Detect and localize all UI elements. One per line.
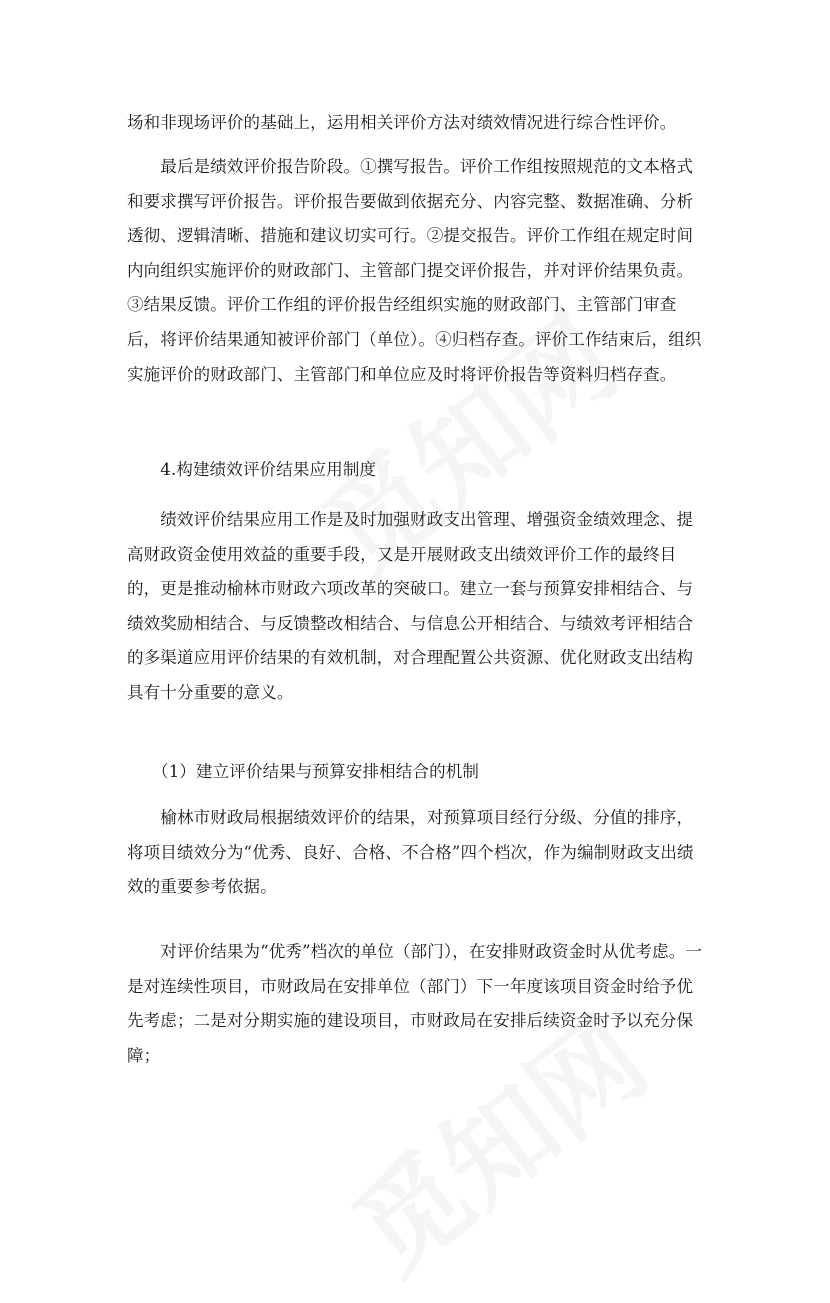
- paragraph-result-application: 绩效评价结果应用工作是及时加强财政支出管理、增强资金绩效理念、提高财政资金使用效益的重要手段，又是开展财政支出绩效评价工作的最终目的，更是推动榆林市财政六项改革的突破口。建立一套与预算安排相结合、与绩效奖励相结合、与反馈整改相结合、与信息公开相结合、与绩效考评相结合的多渠道应用评价结果的有效机制，对合理配置公共资源、优化财政支出结构具有十分重要的意义。: [127, 510, 694, 702]
- subsection-heading-budget-mechanism: （1）建立评价结果与预算安排相结合的机制: [127, 762, 480, 781]
- section-heading-result-application: 4.构建绩效评价结果应用制度: [127, 460, 377, 479]
- paragraph-report-stage: 最后是绩效评价报告阶段。①撰写报告。评价工作组按照规范的文本格式和要求撰写评价报告。评价报告要做到依据充分、内容完整、数据准确、分析透彻、逻辑清晰、措施和建议切实可行。②提交报告。评价工作组在规定时间内向组织实施评价的财政部门、主管部门提交评价报告，并对评价结果负责。③结果反馈。评价工作组的评价报告经组织实施的财政部门、主管部门审查后，将评价结果通知被评价部门（单位）。④归档存查。评价工作结束后，组织实施评价的财政部门、主管部门和单位应及时将评价报告等资料归档存查。: [127, 157, 702, 384]
- paragraph-evaluation-continuation: 场和非现场评价的基础上，运用相关评价方法对绩效情况进行综合性评价。: [127, 113, 677, 132]
- paragraph-excellent-units: 对评价结果为“优秀”档次的单位（部门），在安排财政资金时从优考虑。一是对连续性项目，市财政局在安排单位（部门）下一年度该项目资金时给予优先考虑；二是对分期实施的建设项目，市财政局在安排后续资金时予以充分保障；: [127, 942, 703, 1065]
- paragraph-grading: 榆林市财政局根据绩效评价的结果，对预算项目经行分级、分值的排序，将项目绩效分为“优秀、良好、合格、不合格”四个档次，作为编制财政支出绩效的重要参考依据。: [127, 808, 694, 897]
